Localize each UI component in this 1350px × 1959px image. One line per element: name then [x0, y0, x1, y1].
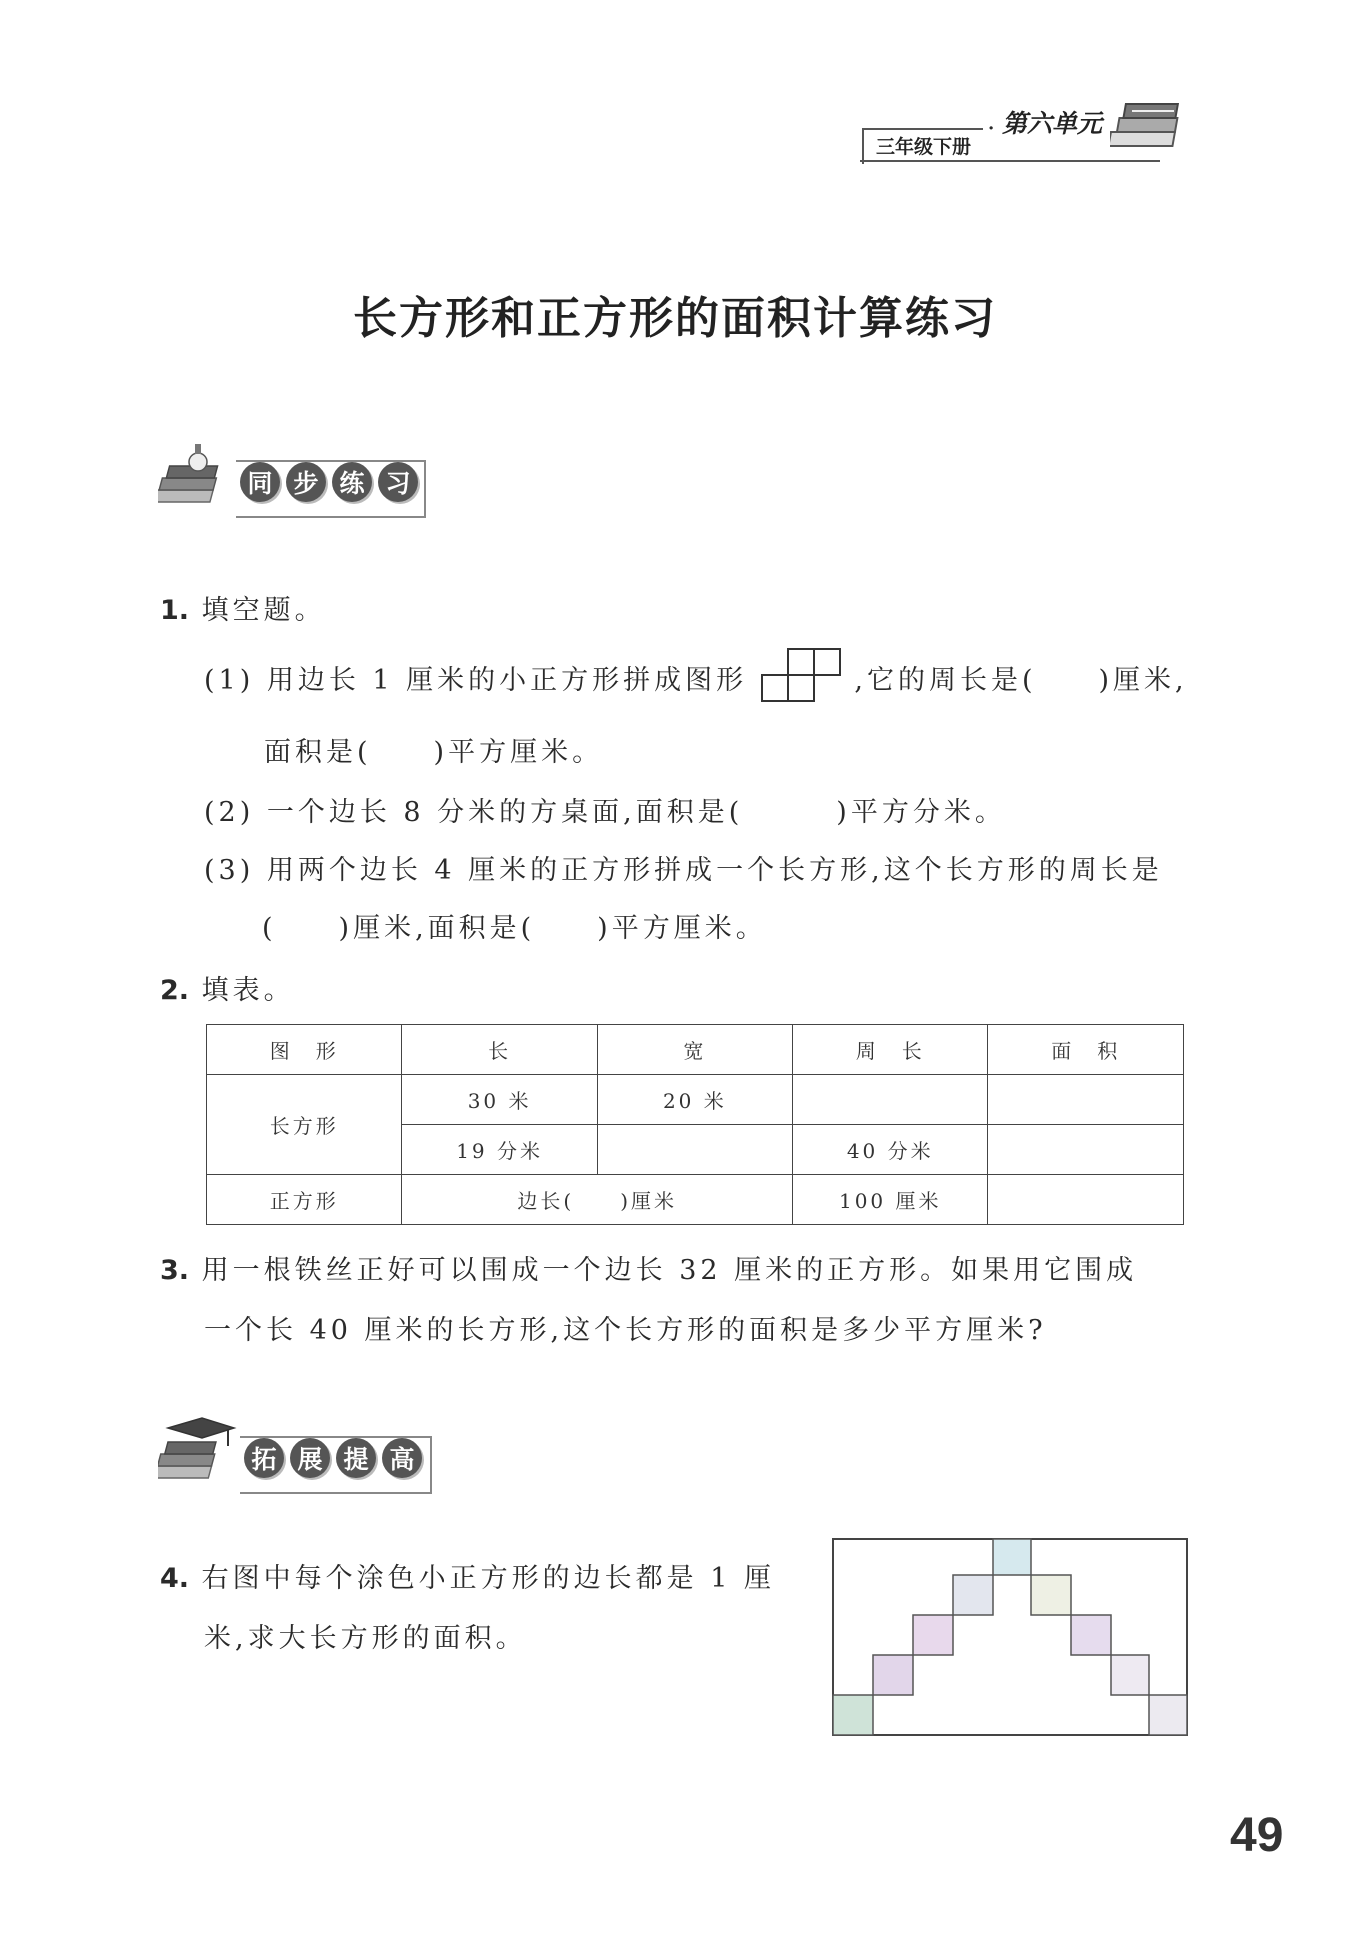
question-text: 填空题。 — [201, 595, 326, 626]
staircase-figure — [832, 1538, 1190, 1738]
q1-part2: (2) 一个边长 8 分米的方桌面,面积是( )平方分米。 — [204, 797, 1006, 828]
table-cell — [597, 1125, 792, 1175]
table-cell: 40 分米 — [792, 1125, 988, 1175]
question-text: 填表。 — [201, 975, 295, 1006]
header-dot: · — [988, 118, 995, 139]
table-header-row — [207, 1025, 1184, 1075]
tile-shape-figure — [760, 647, 842, 705]
row-label-rectangle: 长方形 — [207, 1075, 402, 1175]
books-icon — [1110, 92, 1190, 164]
row-label-square: 正方形 — [207, 1175, 402, 1225]
question-text-line1: 右图中每个涂色小正方形的边长都是 1 厘 — [201, 1563, 775, 1594]
table-cell: 30 米 — [402, 1075, 597, 1125]
banner-char: 提 — [336, 1438, 376, 1478]
q1-part1-line1 — [204, 658, 1188, 697]
q1-part1-text-a: (1) 用边长 1 厘米的小正方形拼成图形 — [204, 665, 748, 696]
books-cap-icon — [158, 1412, 238, 1494]
question-3-line2: 一个长 40 厘米的长方形,这个长方形的面积是多少平方厘米? — [204, 1315, 1047, 1346]
table-cell: 20 米 — [597, 1075, 792, 1125]
table-cell — [988, 1175, 1184, 1225]
table-cell: 100 厘米 — [792, 1175, 988, 1225]
banner-char: 拓 — [244, 1438, 284, 1478]
q1-part3-line1: (3) 用两个边长 4 厘米的正方形拼成一个长方形,这个长方形的周长是 — [204, 855, 1163, 886]
question-4 — [160, 1556, 775, 1595]
question-text-line1: 用一根铁丝正好可以围成一个边长 32 厘米的正方形。如果用它围成 — [201, 1255, 1138, 1286]
q1-part3-line2: ( )厘米,面积是( )平方厘米。 — [262, 913, 767, 944]
banner-char: 同 — [240, 462, 280, 502]
question-number: 4. — [160, 1563, 190, 1594]
section-banner-sync — [236, 460, 426, 518]
question-number: 2. — [160, 975, 190, 1006]
grade-label: 三年级下册 — [862, 128, 983, 164]
banner-char: 习 — [378, 462, 418, 502]
fill-in-table — [206, 1024, 1184, 1225]
table-cell — [988, 1125, 1184, 1175]
table-cell — [792, 1075, 988, 1125]
banner-char: 展 — [290, 1438, 330, 1478]
books-lamp-icon — [158, 442, 236, 520]
table-cell — [988, 1075, 1184, 1125]
banner-char: 高 — [382, 1438, 422, 1478]
page-title: 长方形和正方形的面积计算练习 — [353, 293, 997, 344]
question-number: 3. — [160, 1255, 190, 1286]
q1-part1-line2: 面积是( )平方厘米。 — [264, 737, 604, 768]
question-4-line2: 米,求大长方形的面积。 — [204, 1623, 527, 1654]
table-header: 长 — [402, 1025, 597, 1075]
question-3 — [160, 1248, 1137, 1287]
question-1 — [160, 588, 326, 627]
unit-label: 第六单元 — [1002, 109, 1103, 138]
q1-part1-text-b: ,它的周长是( )厘米, — [854, 665, 1188, 696]
banner-char: 练 — [332, 462, 372, 502]
table-row — [207, 1075, 1184, 1125]
section-banner-extend — [240, 1436, 432, 1494]
table-header: 图 形 — [207, 1025, 402, 1075]
question-2 — [160, 968, 295, 1007]
table-cell: 19 分米 — [402, 1125, 597, 1175]
banner-char: 步 — [286, 462, 326, 502]
table-header: 宽 — [597, 1025, 792, 1075]
page-number: 49 — [1230, 1809, 1284, 1862]
question-number: 1. — [160, 595, 190, 626]
table-row — [207, 1175, 1184, 1225]
table-header: 周 长 — [792, 1025, 988, 1075]
table-header: 面 积 — [988, 1025, 1184, 1075]
table-cell: 边长( )厘米 — [402, 1175, 793, 1225]
